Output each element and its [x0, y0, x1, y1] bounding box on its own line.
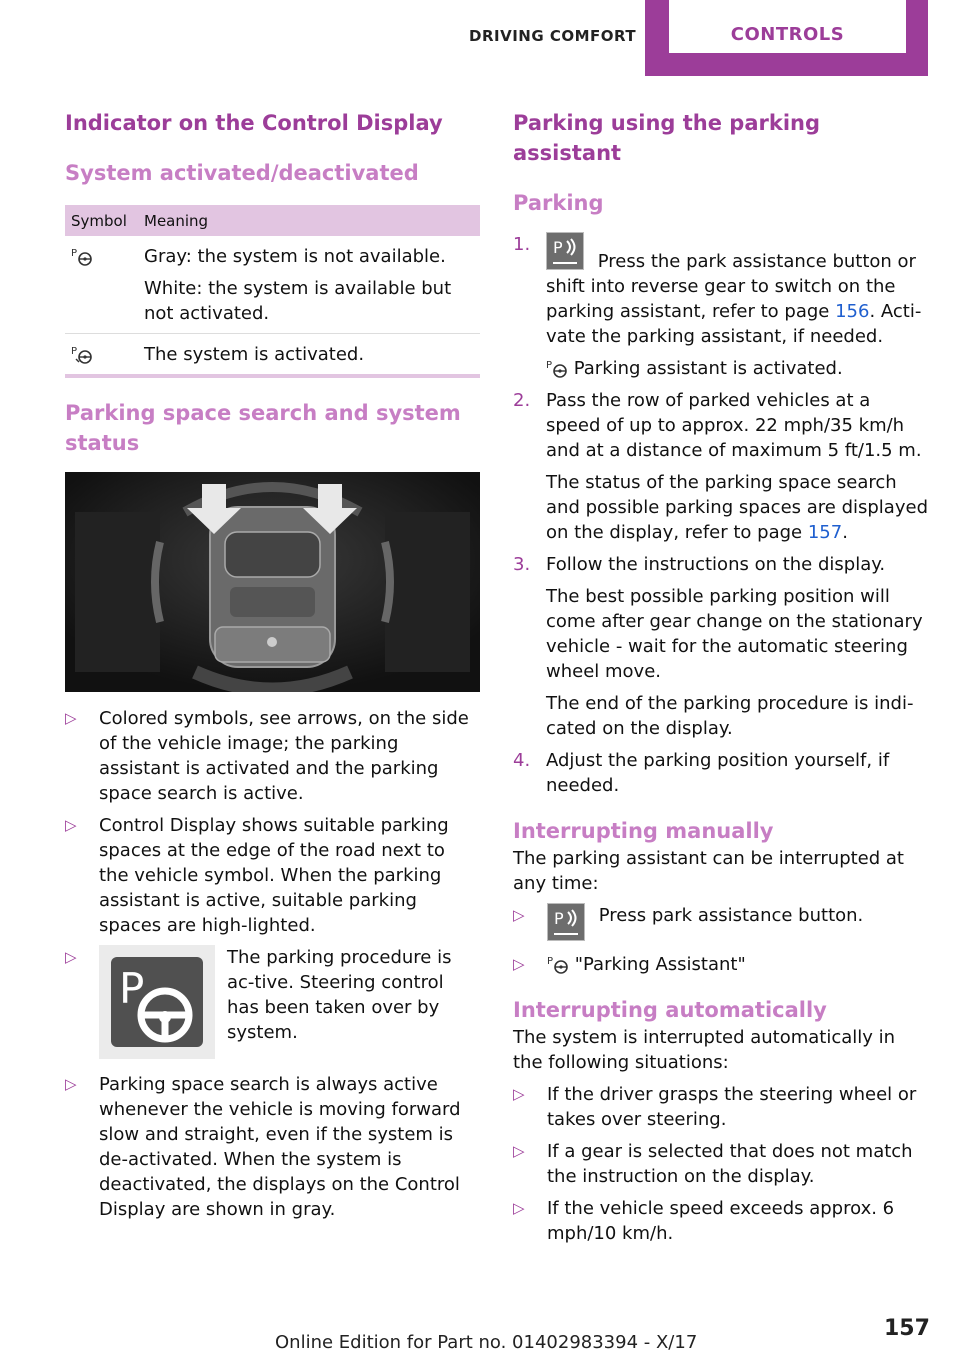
- subsection-title: System activated/deactivated: [65, 161, 419, 185]
- subsection-title: Interrupting manually: [513, 819, 774, 843]
- bullet-triangle-icon: ▷: [513, 955, 525, 973]
- list-item: ▷ Colored symbols, see arrows, on the side of the vehicle image; the parking assistant is activated and the parking space search is active.: [65, 708, 469, 804]
- bullet-triangle-icon: ▷: [513, 906, 525, 924]
- list-item: ▷ Control Display shows suitable parking spaces at the edge of the road next to the vehicle symbol. When the parking assistant is active, suitable parking spaces are high‐lighted.: [65, 815, 449, 936]
- page-reference-link[interactable]: 156: [835, 301, 870, 322]
- list-item: ▷ If the driver grasps the steering wheel or takes over steering.: [513, 1084, 917, 1130]
- table-cell-meaning: White: the system is available but not activated.: [144, 278, 452, 324]
- list-item: 4. Adjust the parking position yourself, if needed.: [513, 750, 890, 796]
- svg-text:P: P: [553, 238, 563, 257]
- parking-assistant-active-icon: [546, 359, 568, 379]
- list-item: ▷ Parking space search is always active whenever the vehicle is moving forward slow and straight, even if the system is de‐activated. When the system is deactivated, the displays on the Control Display are shown in gray.: [65, 1074, 461, 1220]
- table-cell-meaning: The system is activated.: [138, 334, 480, 377]
- bullet-triangle-icon: ▷: [65, 816, 77, 834]
- parking-assistant-icon: [71, 247, 93, 267]
- manual-interrupt-list: [513, 903, 928, 977]
- list-item: ▷ P The parking procedure is ac‐tive. Steering control has been taken over by system.: [65, 945, 480, 1065]
- footer-text: Online Edition for Part no. 01402983394 - X/17: [275, 1332, 698, 1353]
- bullet-triangle-icon: ▷: [513, 1199, 525, 1217]
- page-number: 157: [884, 1316, 930, 1341]
- paragraph: The parking assistant can be interrupted at any time:: [513, 848, 904, 894]
- left-column: [65, 108, 480, 1229]
- bullet-triangle-icon: ▷: [65, 709, 77, 727]
- svg-text:P: P: [554, 909, 564, 928]
- page-reference-link[interactable]: 157: [807, 522, 843, 543]
- table-cell-meaning: Gray: the system is not available.: [144, 246, 446, 267]
- table-row: [65, 236, 480, 334]
- parking-display-image: [65, 472, 480, 692]
- park-assist-button-icon: [546, 232, 584, 270]
- section-title: Indicator on the Control Display: [65, 111, 443, 135]
- parking-assistant-active-icon: [71, 345, 93, 365]
- parking-assistant-active-icon: [547, 955, 569, 975]
- list-item: 1. P Press the park assistance button or shift into reverse gear to switch on the parking assistant, refer to page 156. Acti‐vate the parking assistant, if needed. P Parking assistant is activated.: [513, 234, 922, 379]
- right-column: [513, 108, 928, 1253]
- svg-text:P: P: [71, 248, 78, 259]
- list-item: ▷ If the vehicle speed exceeds approx. 6 mph/10 km/h.: [513, 1198, 895, 1244]
- bullet-triangle-icon: ▷: [65, 948, 77, 966]
- table-header-symbol: Symbol: [65, 205, 138, 236]
- auto-interrupt-list: [513, 1082, 928, 1246]
- header-tab-label: CONTROLS: [669, 0, 906, 53]
- list-item: 2. Pass the row of parked vehicles at a speed of up to approx. 22 mph/35 km/h and at a distance of maximum 5 ft/1.5 m. The status of the parking space search and possible parking spaces are displayed on the display, refer to page 157.: [513, 390, 928, 543]
- symbol-table: [65, 205, 480, 378]
- svg-text:P: P: [119, 964, 145, 1013]
- table-row: [65, 334, 480, 377]
- paragraph: The system is interrupted automatically in the following situations:: [513, 1027, 896, 1073]
- list-item: ▷ If a gear is selected that does not match the instruction on the display.: [513, 1141, 913, 1187]
- list-item: ▷ P Press park assistance button.: [513, 903, 928, 945]
- svg-text:P: P: [546, 360, 553, 371]
- subsection-title: Parking space search and system status: [65, 401, 461, 455]
- subsection-title: Parking: [513, 191, 604, 215]
- bullet-triangle-icon: ▷: [65, 1075, 77, 1093]
- table-header-meaning: Meaning: [138, 205, 480, 236]
- park-assist-button-icon: [547, 903, 585, 941]
- bullet-triangle-icon: ▷: [513, 1085, 525, 1103]
- steering-control-icon: [99, 945, 215, 1059]
- list-item: ▷ P "Parking Assistant": [513, 954, 746, 975]
- svg-text:P: P: [71, 346, 78, 357]
- subsection-title: Interrupting automatically: [513, 998, 827, 1022]
- header-section: DRIVING COMFORT: [469, 27, 637, 45]
- status-bullet-list: [65, 706, 480, 1222]
- vehicle-display-illustration: [65, 472, 480, 692]
- section-title: Parking using the parking assistant: [513, 111, 821, 165]
- header-tab: [645, 0, 928, 76]
- svg-text:P: P: [547, 956, 554, 967]
- bullet-triangle-icon: ▷: [513, 1142, 525, 1160]
- list-item: 3. Follow the instructions on the display. The best possible parking position will come after gear change on the stationary vehicle - wait for the automatic steering wheel move. The end of the parking procedure is indi‐cated on the display.: [513, 554, 923, 739]
- parking-steps-list: [513, 232, 928, 798]
